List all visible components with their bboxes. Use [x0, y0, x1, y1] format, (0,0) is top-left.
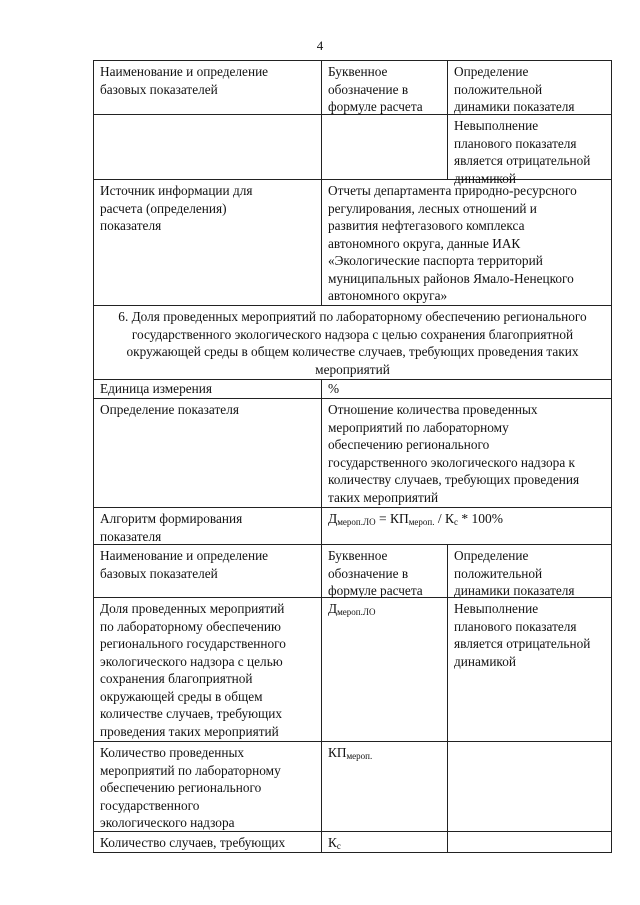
table-header-row: [93, 60, 612, 114]
algorithm-row: [93, 507, 612, 544]
formula-kp: КП: [389, 511, 409, 526]
header-symbol-cell: Буквенное обозначение в формуле расчета: [321, 545, 447, 597]
section-title: 6. Доля проведенных мероприятий по лабораторному обеспечению регионального государственного экологического надзора с целью сохранения благоприятной окружающей среды в общем количестве случаев, требующих проведения таких мероприятий: [118, 309, 587, 377]
algorithm-formula: [321, 508, 611, 544]
indicator-symbol-cell: [321, 832, 447, 852]
formula-k-sub: с: [454, 517, 459, 527]
table-row: [93, 831, 612, 853]
page-number: 4: [316, 38, 324, 53]
section-title-row: [93, 305, 612, 379]
dynamics-cell: [447, 742, 611, 831]
symbol-main: К: [328, 835, 337, 850]
empty-cell: [321, 115, 447, 179]
formula-k: К: [445, 511, 455, 526]
dynamics-cell: [447, 832, 611, 852]
algorithm-label: Алгоритм формирования показателя: [100, 511, 243, 544]
symbol-sub: мероп.ЛО: [337, 607, 376, 617]
header-name-cell: Наименование и определение базовых показателей: [100, 548, 269, 581]
dynamics-cell: Невыполнение планового показателя является отрицательной динамикой: [447, 115, 611, 179]
formula-tail: * 100%: [458, 511, 504, 526]
definition-value: Отношение количества проведенных мероприятий по лабораторному обеспечению регионального государственного экологического надзора к количеству случаев, требующих проведения таких мероприятий: [321, 399, 611, 507]
source-value: Отчеты департамента природно-ресурсного регулирования, лесных отношений и развития нефтегазового комплекса автономного округа, данные ИАК «Экологические паспорта территорий муниципальных районов Ямало-Ненецкого автономного округа»: [321, 180, 611, 305]
dynamics-cell: Невыполнение планового показателя является отрицательной динамикой: [447, 598, 611, 741]
indicator-name-cell: Количество проведенных мероприятий по лабораторному обеспечению регионального государственного экологического надзора: [100, 745, 281, 830]
symbol-main: КП: [328, 745, 347, 760]
indicator-table: [93, 60, 612, 853]
formula-kp-sub: мероп.: [408, 517, 435, 527]
symbol-sub: с: [336, 841, 341, 851]
unit-row: [93, 379, 612, 398]
indicator-name-cell: Количество случаев, требующих: [100, 835, 286, 850]
symbol-sub: мероп.: [346, 751, 373, 761]
empty-cell: [94, 115, 321, 179]
source-label: Источник информации для расчета (определения) показателя: [100, 183, 253, 233]
definition-row: [93, 398, 612, 507]
formula-eq: =: [375, 511, 390, 526]
indicator-symbol-cell: [321, 598, 447, 741]
table-header-row: [93, 544, 612, 597]
symbol-main: Д: [328, 601, 338, 616]
unit-label: Единица измерения: [100, 381, 212, 396]
header-dynamics-cell: Определение положительной динамики показателя: [447, 545, 611, 597]
header-name-cell: Наименование и определение базовых показателей: [100, 64, 269, 97]
header-dynamics-cell: Определение положительной динамики показателя: [447, 61, 611, 114]
formula-d-sub: мероп.ЛО: [337, 517, 376, 527]
formula-d: Д: [328, 511, 338, 526]
formula-div: /: [434, 511, 446, 526]
source-row: [93, 179, 612, 305]
header-symbol-cell: Буквенное обозначение в формуле расчета: [321, 61, 447, 114]
unit-value: %: [321, 380, 611, 398]
table-row: [93, 114, 612, 186]
table-row: [93, 597, 612, 741]
indicator-symbol-cell: [321, 742, 447, 831]
indicator-name-cell: Доля проведенных мероприятий по лабораторному обеспечению регионального государственного экологического надзора с целью сохранения благоприятной окружающей среды в общем количестве случаев, требующих проведения таких мероприятий: [100, 601, 286, 739]
definition-label: Определение показателя: [100, 402, 239, 417]
table-row: [93, 741, 612, 831]
